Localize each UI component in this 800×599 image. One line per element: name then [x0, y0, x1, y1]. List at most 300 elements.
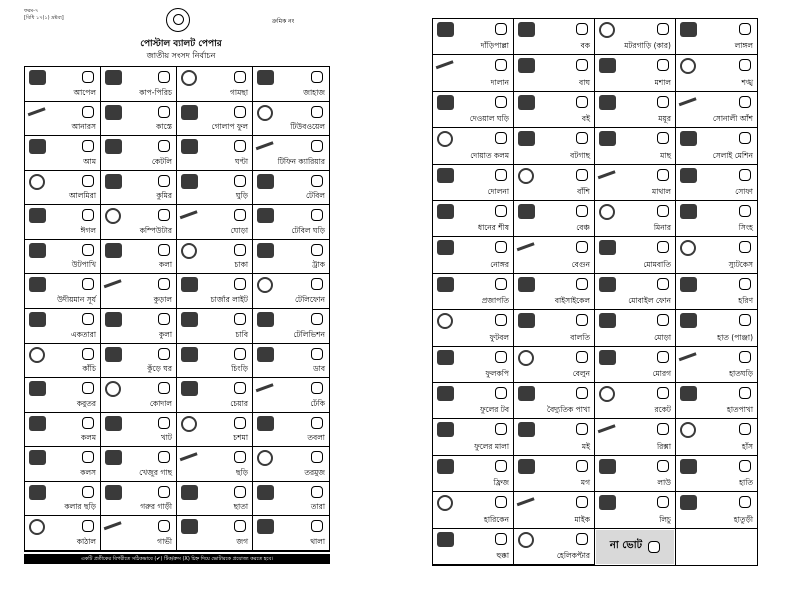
- symbol-label: সিংহ: [738, 223, 753, 233]
- vote-checkbox[interactable]: [495, 205, 507, 217]
- symbol-label: থালা: [310, 537, 325, 546]
- vote-checkbox[interactable]: [495, 460, 507, 472]
- vote-checkbox[interactable]: [158, 313, 170, 325]
- gourd-icon: [599, 459, 616, 474]
- vote-checkbox[interactable]: [495, 496, 507, 508]
- symbol-label: ছড়ি: [235, 467, 248, 477]
- symbol-cell: [676, 55, 757, 91]
- symbol-cell: [101, 482, 177, 517]
- kite-icon: [181, 174, 198, 189]
- vote-checkbox[interactable]: [576, 132, 588, 144]
- vote-checkbox[interactable]: [158, 278, 170, 290]
- symbol-cell: [595, 165, 676, 201]
- bed-icon: [105, 416, 122, 431]
- symbol-label: তারা: [310, 502, 325, 512]
- vote-checkbox[interactable]: [311, 244, 323, 256]
- mug-icon: [518, 459, 535, 474]
- vote-checkbox[interactable]: [158, 71, 170, 83]
- symbol-cell: [25, 378, 101, 413]
- symbol-label: ছাতা: [233, 502, 248, 512]
- vote-checkbox[interactable]: [82, 417, 94, 429]
- symbol-cell: [101, 309, 177, 344]
- symbol-label: কলম: [80, 433, 96, 443]
- symbol-label: ফুটবল: [489, 332, 509, 342]
- vote-checkbox[interactable]: [657, 423, 669, 435]
- vote-checkbox[interactable]: [495, 351, 507, 363]
- vote-checkbox[interactable]: [657, 59, 669, 71]
- vote-checkbox[interactable]: [158, 244, 170, 256]
- government-seal-icon: [166, 8, 190, 32]
- kettle-icon: [105, 139, 122, 154]
- vote-checkbox[interactable]: [576, 496, 588, 508]
- vote-checkbox[interactable]: [158, 348, 170, 360]
- symbol-cell: [177, 171, 253, 206]
- symbol-cell: [25, 516, 101, 551]
- symbol-label: কুলা: [158, 329, 172, 339]
- vote-checkbox[interactable]: [739, 241, 751, 253]
- vote-checkbox[interactable]: [158, 417, 170, 429]
- symbol-cell: [676, 383, 757, 419]
- symbol-cell: [514, 529, 595, 565]
- symbol-cell: [25, 344, 101, 379]
- symbol-cell: [25, 274, 101, 309]
- symbol-cell: [101, 344, 177, 379]
- vote-checkbox[interactable]: [311, 451, 323, 463]
- vote-checkbox[interactable]: [158, 382, 170, 394]
- vote-checkbox[interactable]: [234, 313, 246, 325]
- vote-checkbox[interactable]: [311, 348, 323, 360]
- tubewell-icon: [257, 105, 273, 121]
- vote-checkbox[interactable]: [739, 387, 751, 399]
- symbol-label: দেওয়াল ঘড়ি: [469, 114, 509, 124]
- symbol-cell: [676, 274, 757, 310]
- cup-saucer-icon: [105, 70, 122, 85]
- vote-checkbox[interactable]: [234, 520, 246, 532]
- vote-checkbox[interactable]: [657, 96, 669, 108]
- symbol-label: কবুতর: [76, 398, 96, 408]
- vote-checkbox[interactable]: [657, 169, 669, 181]
- vote-checkbox[interactable]: [495, 278, 507, 290]
- symbol-label: জগ: [236, 537, 248, 546]
- rooster-icon: [599, 350, 616, 365]
- symbol-cell: [253, 171, 329, 206]
- symbol-label: কলা: [158, 260, 172, 270]
- symbol-label: ঘুড়ি: [235, 191, 248, 201]
- symbol-label: কাস্তে: [156, 122, 172, 132]
- vote-checkbox[interactable]: [82, 313, 94, 325]
- crocodile-icon: [105, 174, 122, 189]
- vote-checkbox[interactable]: [82, 382, 94, 394]
- bucket-icon: [518, 313, 535, 328]
- symbol-cell: [177, 482, 253, 517]
- wall-clock-icon: [437, 95, 454, 110]
- vote-checkbox[interactable]: [495, 423, 507, 435]
- vote-checkbox[interactable]: [158, 209, 170, 221]
- vote-checkbox[interactable]: [576, 314, 588, 326]
- vote-checkbox[interactable]: [657, 241, 669, 253]
- symbol-label: আনারস: [71, 122, 96, 132]
- vote-checkbox[interactable]: [82, 486, 94, 498]
- vote-checkbox[interactable]: [576, 351, 588, 363]
- symbol-cell: [253, 482, 329, 517]
- shrimp-icon: [181, 347, 198, 362]
- vote-checkbox[interactable]: [576, 387, 588, 399]
- vote-checkbox[interactable]: [739, 205, 751, 217]
- symbol-label: ঈগল: [80, 225, 96, 235]
- towel-icon: [181, 70, 197, 86]
- vote-checkbox[interactable]: [576, 169, 588, 181]
- symbol-cell: [253, 102, 329, 137]
- vote-checkbox[interactable]: [234, 417, 246, 429]
- vote-checkbox[interactable]: [311, 175, 323, 187]
- key-icon: [181, 312, 198, 327]
- vote-checkbox[interactable]: [82, 244, 94, 256]
- symbol-cell: [25, 205, 101, 240]
- symbol-label: তরমুজ: [304, 467, 325, 477]
- no-vote-cell: [595, 529, 676, 565]
- symbol-label: তবলা: [307, 433, 325, 443]
- vote-checkbox[interactable]: [657, 387, 669, 399]
- symbol-label: ফুলের মালা: [474, 441, 509, 451]
- symbol-cell: [676, 128, 757, 164]
- vote-checkbox[interactable]: [576, 205, 588, 217]
- symbol-cell: [514, 492, 595, 528]
- jug-icon: [181, 519, 198, 534]
- vote-checkbox[interactable]: [576, 460, 588, 472]
- hookah-icon: [437, 532, 454, 547]
- symbol-cell: [595, 55, 676, 91]
- symbol-cell: [514, 55, 595, 91]
- vote-checkbox[interactable]: [576, 423, 588, 435]
- ballot-title: পোস্টাল ব্যালট পেপার: [140, 39, 222, 49]
- book-icon: [518, 95, 535, 110]
- symbol-label: টেলিফোন: [294, 295, 325, 304]
- vote-checkbox[interactable]: [739, 423, 751, 435]
- car-icon: [599, 22, 615, 38]
- symbol-cell: [676, 419, 757, 455]
- plate-icon: [257, 519, 274, 534]
- symbol-cell: [25, 136, 101, 171]
- vote-checkbox[interactable]: [495, 59, 507, 71]
- vote-checkbox[interactable]: [82, 209, 94, 221]
- symbol-cell: [177, 516, 253, 551]
- vote-checkbox[interactable]: [739, 278, 751, 290]
- symbol-cell: [25, 413, 101, 448]
- symbol-label: বটগাছ: [570, 150, 590, 160]
- symbol-label: জাহাজ: [303, 87, 325, 97]
- symbol-cell: [101, 447, 177, 482]
- balloon-icon: [518, 350, 534, 366]
- vote-checkbox[interactable]: [82, 348, 94, 360]
- vote-checkbox[interactable]: [158, 140, 170, 152]
- tiffin-carrier-icon: [256, 141, 277, 157]
- vote-checkbox[interactable]: [739, 23, 751, 35]
- symbol-label: শঙ্খ: [741, 77, 753, 87]
- symbol-cell: [101, 240, 177, 275]
- vote-checkbox[interactable]: [158, 175, 170, 187]
- vote-checkbox[interactable]: [234, 71, 246, 83]
- symbol-cell: [595, 201, 676, 237]
- symbol-label: নোঙ্গর: [490, 259, 509, 269]
- symbol-cell: [177, 67, 253, 102]
- vote-checkbox[interactable]: [82, 140, 94, 152]
- vote-checkbox[interactable]: [657, 496, 669, 508]
- symbol-label: ঘণ্টা: [234, 156, 248, 166]
- banana-bunch-icon: [29, 485, 46, 500]
- vote-checkbox[interactable]: [657, 132, 669, 144]
- symbol-label: ফুলকপি: [485, 369, 509, 378]
- vote-checkbox[interactable]: [234, 486, 246, 498]
- symbol-label: ট্রাক: [312, 260, 325, 270]
- vote-checkbox[interactable]: [158, 451, 170, 463]
- symbol-label: টেবিল: [305, 191, 325, 201]
- symbol-cell: [514, 237, 595, 273]
- symbol-label: কুড়াল: [153, 295, 172, 304]
- bicycle-icon: [518, 277, 535, 292]
- vote-checkbox[interactable]: [234, 451, 246, 463]
- symbol-label: হাতঘড়ি: [729, 369, 753, 378]
- mobile-phone-icon: [599, 277, 616, 292]
- symbol-label: প্রজাপতি: [481, 296, 509, 306]
- vote-checkbox[interactable]: [311, 382, 323, 394]
- symbol-label: টিফিন ক্যারিয়ার: [277, 156, 325, 166]
- jackfruit-icon: [29, 519, 45, 535]
- vote-checkbox[interactable]: [739, 314, 751, 326]
- vote-checkbox[interactable]: [495, 23, 507, 35]
- table-clock-icon: [257, 208, 274, 223]
- deer-icon: [680, 277, 697, 292]
- vote-checkbox[interactable]: [311, 313, 323, 325]
- symbol-cell: [253, 413, 329, 448]
- symbol-cell: [433, 201, 514, 237]
- symbol-label: কাপ-পিরিচ: [139, 87, 172, 97]
- vote-checkbox[interactable]: [234, 348, 246, 360]
- vote-checkbox[interactable]: [739, 59, 751, 71]
- symbol-cell: [595, 347, 676, 383]
- symbol-cell: [676, 237, 757, 273]
- symbol-cell: [433, 492, 514, 528]
- symbol-cell: [514, 201, 595, 237]
- vote-checkbox[interactable]: [311, 71, 323, 83]
- mango-icon: [29, 139, 46, 154]
- vote-checkbox[interactable]: [158, 106, 170, 118]
- vote-checkbox[interactable]: [495, 387, 507, 399]
- symbol-cell: [101, 516, 177, 551]
- hand-fan-icon: [680, 386, 697, 401]
- tiger-icon: [518, 58, 535, 73]
- symbol-cell: [101, 205, 177, 240]
- vote-checkbox[interactable]: [234, 278, 246, 290]
- symbol-cell: [433, 419, 514, 455]
- symbol-label: কম্পিউটার: [139, 225, 172, 235]
- ladder-icon: [518, 422, 535, 437]
- vote-checkbox[interactable]: [576, 533, 588, 545]
- sewing-machine-icon: [680, 131, 697, 146]
- hut-icon: [105, 347, 122, 362]
- symbol-label: রকেট: [654, 405, 671, 415]
- vote-checkbox[interactable]: [495, 169, 507, 181]
- vote-checkbox[interactable]: [158, 486, 170, 498]
- vote-checkbox[interactable]: [657, 23, 669, 35]
- footer-instruction: একটি প্রতীকের বিপরীতে সঠিকভাবে (✔) টিক/ক্রস (X) চিহ্ন দিয়ে ভোটারকে প্রযোজ্য করতে হবে।: [24, 554, 330, 564]
- vote-checkbox[interactable]: [234, 106, 246, 118]
- symbol-cell: [177, 274, 253, 309]
- symbol-label: উটপাখি: [71, 260, 96, 270]
- inkpot-pen-icon: [437, 131, 453, 147]
- symbol-cell: [101, 102, 177, 137]
- ship-icon: [257, 70, 274, 85]
- symbol-label: চিংড়ি: [231, 364, 248, 374]
- television-icon: [257, 312, 274, 327]
- symbol-label: বালতি: [570, 332, 590, 342]
- symbol-label: উদীয়মান সূর্য: [57, 295, 96, 304]
- vote-checkbox[interactable]: [234, 382, 246, 394]
- no-vote-option[interactable]: [596, 530, 674, 564]
- conch-icon: [680, 58, 696, 74]
- vote-checkbox[interactable]: [234, 209, 246, 221]
- vote-checkbox[interactable]: [739, 460, 751, 472]
- vote-checkbox[interactable]: [576, 278, 588, 290]
- symbol-cell: [101, 413, 177, 448]
- symbol-cell: [433, 310, 514, 346]
- symbol-label: মটরগাড়ি (কার): [624, 41, 671, 51]
- hammer-icon: [680, 495, 697, 510]
- symbol-label: বেলুন: [572, 369, 590, 378]
- symbol-label: হারিকেন: [483, 514, 509, 524]
- computer-icon: [105, 208, 121, 224]
- vote-checkbox[interactable]: [657, 351, 669, 363]
- symbol-cell: [177, 205, 253, 240]
- vote-checkbox[interactable]: [657, 314, 669, 326]
- symbol-label: কলস: [80, 467, 96, 477]
- vote-checkbox[interactable]: [576, 241, 588, 253]
- symbol-cell: [253, 344, 329, 379]
- vote-checkbox[interactable]: [311, 520, 323, 532]
- vote-checkbox[interactable]: [495, 132, 507, 144]
- symbol-cell: [25, 67, 101, 102]
- vote-checkbox[interactable]: [739, 496, 751, 508]
- vote-checkbox[interactable]: [657, 278, 669, 290]
- sickle-icon: [105, 105, 122, 120]
- butterfly-icon: [437, 277, 454, 292]
- symbol-cell: [433, 128, 514, 164]
- lion-icon: [680, 204, 697, 219]
- fridge-icon: [437, 459, 454, 474]
- anchor-icon: [437, 240, 454, 255]
- symbol-label: কেটলি: [151, 156, 172, 166]
- symbol-cell: [253, 447, 329, 482]
- symbol-cell: [433, 383, 514, 419]
- symbol-label: বেগুন: [571, 259, 590, 269]
- serial-number-label: ক্রমিক নং: [272, 18, 295, 25]
- symbol-label: বক: [580, 41, 590, 51]
- vote-checkbox[interactable]: [311, 106, 323, 118]
- symbol-cell: [676, 201, 757, 237]
- vote-checkbox[interactable]: [82, 451, 94, 463]
- stick-icon: [180, 453, 201, 469]
- building-icon: [436, 61, 457, 77]
- symbol-cell: [514, 165, 595, 201]
- vote-checkbox[interactable]: [311, 278, 323, 290]
- vote-checkbox[interactable]: [576, 96, 588, 108]
- vote-checkbox[interactable]: [311, 417, 323, 429]
- umbrella-icon: [181, 485, 198, 500]
- symbol-label: গাভী: [157, 537, 172, 546]
- symbol-label: কলার ছড়ি: [64, 502, 96, 512]
- vote-checkbox[interactable]: [158, 520, 170, 532]
- candle-icon: [599, 240, 616, 255]
- vote-checkbox[interactable]: [82, 278, 94, 290]
- no-vote-checkbox[interactable]: [648, 541, 660, 553]
- symbol-cell: [514, 456, 595, 492]
- charger-light-icon: [181, 277, 198, 292]
- symbol-cell: [514, 310, 595, 346]
- vote-checkbox[interactable]: [495, 314, 507, 326]
- symbol-label: চাকা: [234, 260, 248, 270]
- vote-checkbox[interactable]: [739, 169, 751, 181]
- vote-checkbox[interactable]: [311, 486, 323, 498]
- rose-icon: [181, 105, 198, 120]
- vote-checkbox[interactable]: [234, 175, 246, 187]
- vote-checkbox[interactable]: [739, 351, 751, 363]
- vote-checkbox[interactable]: [576, 59, 588, 71]
- symbol-label: চার্জার লাইট: [210, 295, 248, 304]
- symbol-label: মগ: [580, 478, 590, 488]
- helicopter-icon: [518, 532, 534, 548]
- symbol-cell: [514, 128, 595, 164]
- vote-checkbox[interactable]: [657, 460, 669, 472]
- symbol-label: বাইসাইকেল: [554, 296, 590, 306]
- rickshaw-icon: [598, 425, 619, 441]
- symbol-cell: [101, 136, 177, 171]
- vote-checkbox[interactable]: [495, 96, 507, 108]
- vote-checkbox[interactable]: [311, 140, 323, 152]
- symbol-label: দাঁড়িপাল্লা: [480, 41, 509, 51]
- peacock-icon: [599, 95, 616, 110]
- vote-checkbox[interactable]: [495, 533, 507, 545]
- vote-checkbox[interactable]: [82, 520, 94, 532]
- symbol-label: স্যুটকেস: [728, 259, 753, 269]
- symbol-cell: [177, 447, 253, 482]
- axe-icon: [104, 280, 125, 296]
- flower-pot-icon: [437, 386, 454, 401]
- almirah-icon: [29, 174, 45, 190]
- apple-icon: [29, 70, 46, 85]
- vote-checkbox[interactable]: [311, 209, 323, 221]
- vote-checkbox[interactable]: [576, 23, 588, 35]
- vote-checkbox[interactable]: [234, 244, 246, 256]
- swing-icon: [437, 168, 454, 183]
- vote-checkbox[interactable]: [82, 175, 94, 187]
- vote-checkbox[interactable]: [82, 71, 94, 83]
- symbol-label: মিনার: [653, 223, 671, 233]
- vote-checkbox[interactable]: [657, 205, 669, 217]
- vote-checkbox[interactable]: [82, 106, 94, 118]
- symbol-cell: [595, 456, 676, 492]
- vote-checkbox[interactable]: [234, 140, 246, 152]
- vote-checkbox[interactable]: [739, 96, 751, 108]
- left-symbol-grid: [24, 66, 330, 552]
- symbol-label: কুমির: [156, 191, 172, 201]
- spade-icon: [105, 381, 121, 397]
- vote-checkbox[interactable]: [739, 132, 751, 144]
- ostrich-icon: [29, 243, 46, 258]
- symbol-label: টেবিল ঘড়ি: [291, 225, 325, 235]
- vote-checkbox[interactable]: [495, 241, 507, 253]
- paddy-sheaf-icon: [437, 204, 454, 219]
- plough-icon: [680, 22, 697, 37]
- symbol-cell: [101, 67, 177, 102]
